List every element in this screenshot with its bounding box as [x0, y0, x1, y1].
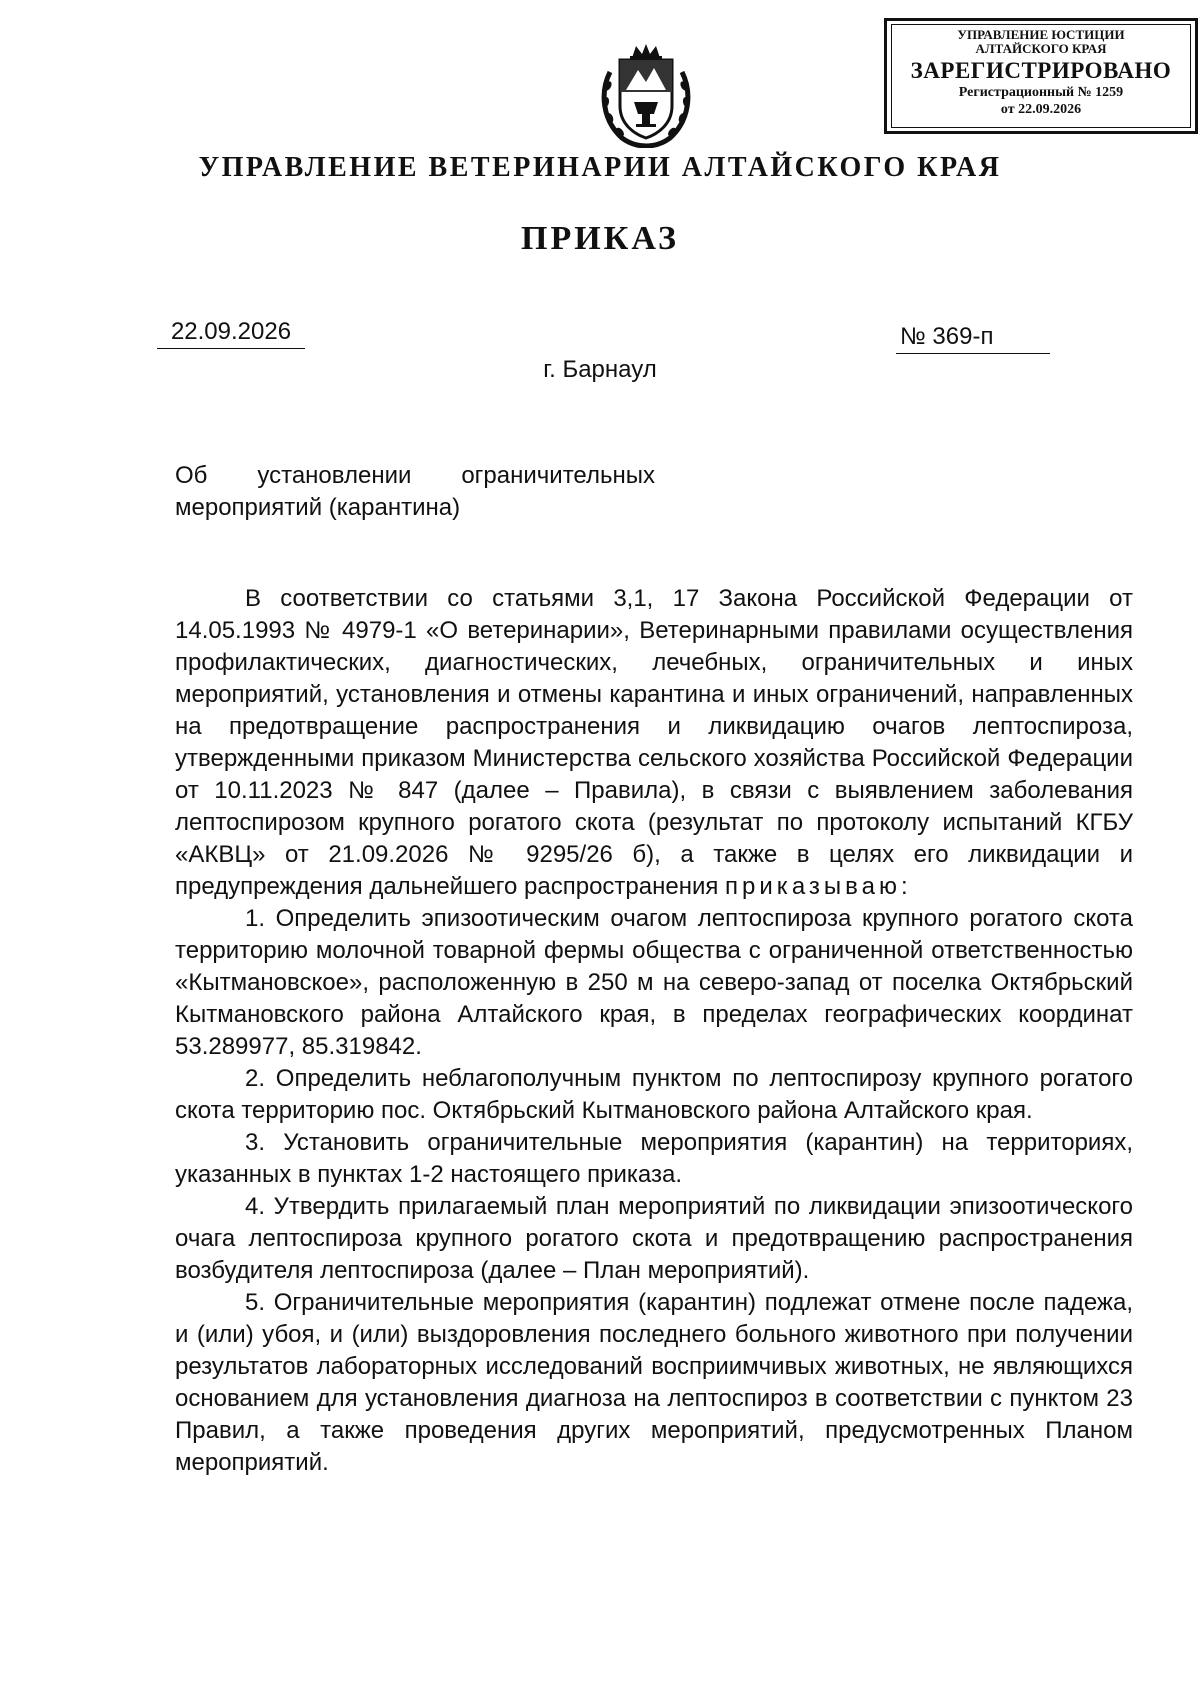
document-body [175, 583, 1133, 1479]
stamp-status: ЗАРЕГИСТРИРОВАНО [910, 58, 1172, 83]
document-city: г. Барнаул [543, 356, 657, 383]
order-item-3: 3. Установить ограничительные мероприятия (карантин) на территориях, указанных в пунктах 1-2 настоящего приказа. [175, 1129, 1133, 1188]
order-item-4: 4. Утвердить прилагаемый план мероприятий по ликвидации эпизоотического очага лептоспироза крупного рогатого скота и предотвращению распространения возбудителя лептоспироза (далее – План мероприятий). [175, 1193, 1133, 1284]
order-item-5: 5. Ограничительные мероприятия (карантин) подлежат отмене после падежа, и (или) убоя, и (или) выздоровления последнего больного животного при получении результатов лабораторных исследований восприимчивых животных, не являющихся основанием для установления диагноза на лептоспироз в соответствии с пунктом 23 Правил, а также проведения других мероприятий, предусмотренных Планом мероприятий. [175, 1289, 1133, 1476]
preamble-paragraph [175, 583, 1133, 903]
registration-stamp [884, 18, 1198, 134]
document-date: 22.09.2026 [157, 318, 305, 349]
document-number: № 369-п [896, 323, 1050, 354]
preamble-text: В соответствии со статьями 3,1, 17 Закона Российской Федерации от 14.05.1993 № 4979-1 «О ветеринарии», Ветеринарными правилами осуществления профилактических, диагностических, лечебных, ограничительных и иных мероприятий, установления и отмены карантина и иных ограничений, направленных на предотвращение распространения и ликвидацию очагов лептоспироза, утвержденными приказом Министерства сельского хозяйства Российской Федерации от 10.11.2023 № 847 (далее – Правила), в связи с выявлением заболевания лептоспирозом крупного рогатого скота (результат по протоколу испытаний КГБУ «АКВЦ» от 21.09.2026 № 9295/26 б), а также в целях его ликвидации и предупреждения дальнейшего распространения [175, 585, 1133, 900]
subject-word: ограничительных [461, 462, 655, 489]
coat-of-arms-emblem [596, 42, 696, 148]
subject-line-2: мероприятий (карантина) [175, 494, 461, 521]
stamp-reg-date: от 22.09.2026 [1000, 102, 1082, 117]
stamp-dept-line1: УПРАВЛЕНИЕ ЮСТИЦИИ [957, 27, 1125, 42]
order-item-1: 1. Определить эпизоотическим очагом лептоспироза крупного рогатого скота территорию молочной товарной фермы общества с ограниченной ответственностью «Кытмановское», расположенную в 250 м на северо-запад от поселка Октябрьский Кытмановского района Алтайского края, в пределах географических координат 53.289977, 85.319842. [175, 905, 1133, 1060]
preamble-end: : [900, 873, 908, 900]
organization-name: УПРАВЛЕНИЕ ВЕТЕРИНАРИИ АЛТАЙСКОГО КРАЯ [198, 152, 1002, 183]
order-item-2: 2. Определить неблагополучным пунктом по лептоспирозу крупного рогатого скота территорию пос. Октябрьский Кытмановского района Алтайского края. [175, 1065, 1133, 1124]
order-keyword: приказываю [725, 873, 901, 900]
subject-line-1 [175, 460, 655, 492]
stamp-dept-line2: АЛТАЙСКОГО КРАЯ [975, 41, 1107, 56]
stamp-reg-number: Регистрационный № 1259 [958, 85, 1124, 100]
subject-word: установлении [257, 462, 412, 489]
document-type: ПРИКАЗ [521, 220, 679, 257]
subject-word: Об [175, 462, 208, 489]
document-subject [175, 460, 655, 524]
